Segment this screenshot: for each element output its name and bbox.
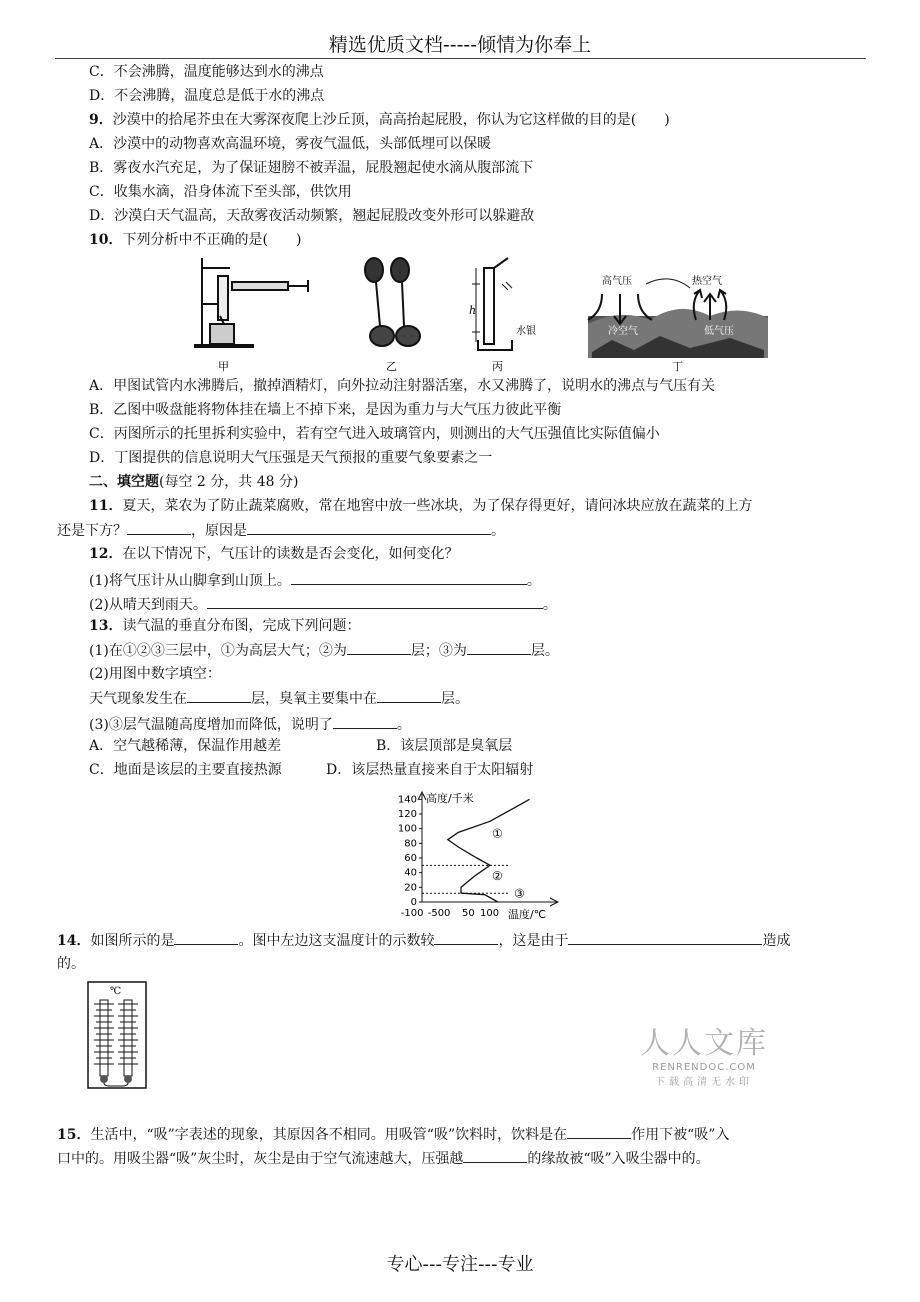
q14-line2: 的。 [57, 956, 85, 972]
q15-text-c: 口中的。用吸尘器“吸”灰尘时，灰尘是由于空气流速越大，压强越 [57, 1151, 464, 1167]
answer-blank[interactable] [187, 688, 251, 703]
x-tick-label: 0 [444, 908, 451, 919]
q13-part2: (2)用图中数字填空： [89, 666, 221, 682]
section2-heading [89, 472, 298, 492]
answer-blank[interactable] [568, 930, 762, 945]
q15-line1 [57, 1124, 729, 1145]
q13-p1-a: (1)在①②③三层中，①为高层大气；②为 [89, 643, 347, 659]
q13-p2-b: 层，臭氧主要集中在 [251, 691, 377, 707]
q13-option-b: B．该层顶部是臭氧层 [376, 738, 513, 754]
q10-figures [190, 254, 780, 374]
answer-blank[interactable] [291, 570, 527, 585]
q14-line1 [57, 930, 790, 951]
label-mercury: 水银 [516, 326, 536, 337]
layer-label: ① [492, 826, 503, 841]
q13-part1 [89, 640, 559, 661]
q9-option-d: D．沙漠白天气温高，天敌雾夜活动频繁，翘起屁股改变外形可以躲避敌 [89, 208, 535, 224]
y-tick-label: 80 [404, 838, 417, 850]
q12-p1-text: (1)将气压计从山脚拿到山顶上。 [89, 573, 291, 589]
q14-text-c: ，这是由于 [498, 933, 569, 949]
q12-p2-end: 。 [542, 597, 557, 613]
header-divider [55, 58, 866, 59]
q9-option-c: C．收集水滴，沿身体流下至头部，供饮用 [89, 184, 352, 200]
y-tick-label: 0 [410, 897, 417, 908]
answer-blank[interactable] [467, 640, 531, 655]
q13-p1-c: 层。 [530, 643, 559, 659]
section2-title: 二、填空题 [89, 474, 159, 490]
q12-stem [89, 544, 458, 564]
q8-option-d: D．不会沸腾，温度总是低于水的沸点 [89, 88, 325, 104]
wet-dry-thermometer [86, 980, 150, 1092]
y-tick-label: 60 [404, 853, 417, 864]
q13-stem [89, 616, 360, 636]
answer-blank[interactable] [567, 1124, 631, 1139]
q13-part2-fill [89, 688, 469, 709]
q10-option-d: D．丁图提供的信息说明大气压强是天气预报的重要气象要素之一 [89, 450, 493, 466]
answer-blank[interactable] [127, 520, 191, 535]
q10-option-a: A．甲图试管内水沸腾后，撤掉酒精灯，向外拉动注射器活塞，水又沸腾了，说明水的沸点与气压有关 [89, 378, 716, 394]
label-bing: 丙 [492, 360, 503, 373]
q12-p2-text: (2)从晴天到雨天。 [89, 597, 207, 613]
watermark-slogan: 下载高清无水印 [655, 1077, 753, 1088]
temperature-profile-chart [388, 786, 568, 926]
layer-label: ③ [514, 886, 525, 901]
q13-p2-c: 层。 [441, 691, 469, 707]
q11-line2 [57, 520, 505, 541]
q10-option-c: C．丙图所示的托里拆利实验中，若有空气进入玻璃管内，则测出的大气压强值比实际值偏小 [89, 426, 660, 442]
q14-text-d: 造成 [762, 933, 791, 949]
q12-text: 在以下情况下，气压计的读数是否会变化，如何变化？ [122, 546, 459, 562]
x-tick-label: -100 [400, 908, 424, 919]
q15-number: 15． [57, 1127, 91, 1143]
layer-label: ② [492, 869, 503, 883]
y-tick-label: 20 [404, 882, 417, 894]
answer-blank[interactable] [247, 520, 491, 535]
q11-line1 [89, 496, 752, 516]
q13-number: 13． [89, 618, 123, 634]
q10-stem [89, 230, 301, 250]
answer-blank[interactable] [434, 930, 498, 945]
q14-text-a: 如图所示的是 [90, 933, 175, 949]
q12-part1 [89, 570, 541, 591]
q15-text-d: 的缘故被“吸”入吸尘器中的。 [527, 1151, 710, 1167]
q14-text-b: 。图中左边这支温度计的示数较 [238, 933, 435, 949]
label-yi: 乙 [386, 360, 397, 373]
label-ding: 丁 [672, 360, 683, 373]
y-tick-label: 40 [404, 867, 417, 879]
q13-option-c: C．地面是该层的主要直接热源 [89, 762, 282, 778]
q14-number: 14． [57, 933, 91, 949]
label-hot-air: 热空气 [692, 276, 722, 287]
q9-option-b: B．雾夜水汽充足，为了保证翅膀不被弄温，屁股翘起使水滴从腹部流下 [89, 160, 534, 176]
q13-p2-a: 天气现象发生在 [89, 691, 187, 707]
q12-number: 12． [89, 546, 123, 562]
figure-yi-suction-cups [365, 258, 420, 346]
answer-blank[interactable] [347, 640, 411, 655]
q15-line2 [57, 1148, 710, 1169]
q10-option-b: B．乙图中吸盘能将物体挂在墙上不掉下来，是因为重力与大气压力彼此平衡 [89, 402, 562, 418]
label-high-pressure: 高气压 [602, 276, 632, 287]
watermark-brand: 人人文库 [640, 1026, 768, 1061]
y-axis-label: 高度/千米 [426, 792, 474, 805]
q13-option-d: D．该层热量直接来自于太阳辐射 [326, 762, 534, 778]
answer-blank[interactable] [333, 714, 397, 729]
label-cold-air: 冷空气 [608, 326, 638, 337]
watermark [640, 1018, 768, 1088]
q8-option-c: C．不会沸腾，温度能够达到水的沸点 [89, 64, 324, 80]
q13-option-a: A．空气越稀薄，保温作用越差 [89, 738, 282, 754]
q13-text: 读气温的垂直分布图，完成下列问题： [122, 618, 361, 634]
q12-p1-end: 。 [526, 573, 541, 589]
y-tick-label: 120 [397, 809, 417, 820]
answer-blank[interactable] [207, 594, 543, 609]
q11-number: 11． [89, 498, 123, 514]
x-tick-label: 100 [480, 908, 500, 919]
q12-part2 [89, 594, 557, 615]
answer-blank[interactable] [377, 688, 441, 703]
y-tick-label: 140 [397, 794, 417, 806]
x-tick-label: -50 [427, 908, 445, 919]
q11-text-b: ，原因是 [191, 523, 247, 539]
q10-number: 10． [89, 232, 123, 248]
q9-text: 沙漠中的拾尾芥虫在大雾深夜爬上沙丘顶，高高抬起屁股，你认为它这样做的目的是( ) [112, 112, 670, 128]
q11-text-c: 。 [491, 523, 505, 539]
q13-p3-a: (3)③层气温随高度增加而降低，说明了 [89, 717, 333, 733]
figure-bing-torricelli [472, 258, 512, 350]
answer-blank[interactable] [174, 930, 238, 945]
watermark-domain: RENRENDOC.COM [652, 1062, 756, 1073]
x-axis-label: 温度/℃ [508, 908, 547, 921]
page-footer: 专心---专注---专业 [386, 1254, 534, 1275]
q9-number: 9． [89, 112, 113, 128]
figure-ding-weather [588, 279, 768, 358]
q9-stem [89, 110, 670, 130]
q10-text: 下列分析中不正确的是( ) [122, 232, 302, 248]
section2-note: (每空 2 分，共 48 分) [159, 474, 299, 490]
label-h: h [469, 304, 477, 317]
q15-text-b: 作用下被“吸”入 [631, 1127, 730, 1143]
q11-text: 夏天，菜农为了防止蔬菜腐败，常在地窖中放一些冰块，为了保存得更好，请问冰块应放在蔬菜的上方 [122, 498, 753, 514]
answer-blank[interactable] [463, 1148, 527, 1163]
q13-p3-b: 。 [396, 717, 411, 733]
y-tick-label: 100 [397, 823, 417, 835]
q9-option-a: A．沙漠中的动物喜欢高温环境，雾夜气温低，头部低埋可以保暖 [89, 136, 492, 152]
q13-p1-b: 层；③为 [410, 643, 467, 659]
q11-text-a: 还是下方？ [57, 523, 127, 539]
figure-jia-apparatus [194, 258, 308, 346]
label-low-pressure: 低气压 [704, 326, 734, 337]
q15-text-a: 生活中，“吸”字表述的现象，其原因各不相同。用吸管“吸”饮料时，饮料是在 [90, 1127, 568, 1143]
page-header-title: 精选优质文档-----倾情为你奉上 [328, 34, 592, 56]
label-jia: 甲 [218, 360, 229, 373]
thermometer-unit: ℃ [110, 986, 122, 997]
x-tick-label: 50 [462, 908, 475, 919]
q13-part3 [89, 714, 411, 735]
